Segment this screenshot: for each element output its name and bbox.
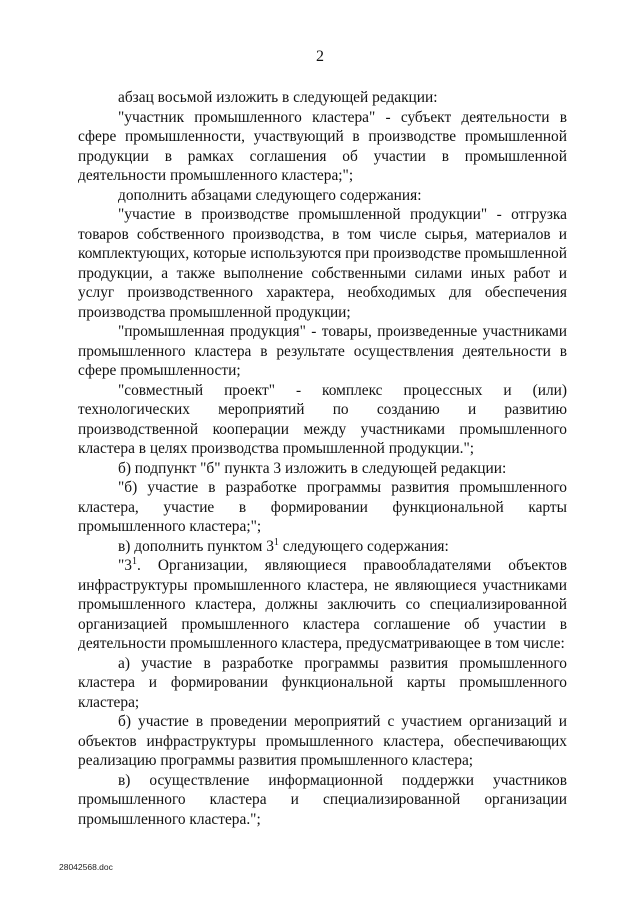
paragraph-4: "участие в производстве промышленной продукции" - отгрузка товаров собственного производства, в том числе сырья, материалов и комплектующих, которые используются при производстве промышленной продукции, а также выполнение собственными силами иных работ и услуг производственного характера, необходимых для обеспечения производства промышленной продукции; (78, 206, 567, 321)
paragraph-9-start: в) дополнить пунктом 3 (118, 537, 274, 555)
paragraph-3: дополнить абзацами следующего содержания: (118, 186, 422, 204)
paragraph-10 (78, 556, 567, 654)
paragraph-9 (78, 537, 567, 557)
paragraph-9-end: следующего содержания: (278, 537, 449, 555)
paragraph-1: абзац восьмой изложить в следующей редакции: (118, 89, 438, 106)
paragraph-7: б) подпункт "б" пункта 3 изложить в следующей редакции: (118, 459, 507, 477)
paragraph-8: "б) участие в разработке программы развития промышленного кластера, участие в формировании функциональной карты промышленного кластера;"; (78, 479, 567, 535)
superscript-one: 1 (273, 536, 279, 548)
paragraph-11: а) участие в разработке программы развития промышленного кластера и формировании функциональной карты промышленного кластера; (78, 654, 567, 711)
paragraph-10-start: "3 (118, 557, 132, 574)
document-body (78, 88, 567, 829)
paragraph-12: б) участие в проведении мероприятий с участием организаций и объектов инфраструктуры промышленного кластера, обеспечивающих реализацию программы развития промышленного кластера; (78, 713, 567, 769)
superscript-one: 1 (131, 556, 137, 567)
paragraph-13: в) осуществление информационной поддержки участников промышленного кластера и специализированной организации промышленного кластера."; (78, 771, 567, 828)
paragraph-2: "участник промышленного кластера" - субъект деятельности в сфере промышленности, участвующий в производстве промышленной продукции в рамках соглашения об участии в промышленной деятельности промышленного кластера;"; (78, 108, 567, 184)
page-number: 2 (316, 48, 324, 65)
document-footer: 28042568.doc (59, 862, 113, 872)
paragraph-6: "совместный проект" - комплекс процессных и (или) технологических мероприятий по созданию и развитию производственной кооперации между участниками промышленного кластера в целях производства промышленной продукции."; (78, 381, 567, 457)
paragraph-5: "промышленная продукция" - товары, произведенные участниками промышленного кластера в результате осуществления деятельности в сфере промышленности; (78, 323, 567, 379)
paragraph-10-end: . Организации, являющиеся правообладателями объектов инфраструктуры промышленного кластера, не являющиеся участниками промышленного кластера, должны заключить со специализированной организацией промышленного кластера соглашение об участии в деятельности промышленного кластера, предусматривающее в том числе: (78, 557, 567, 652)
